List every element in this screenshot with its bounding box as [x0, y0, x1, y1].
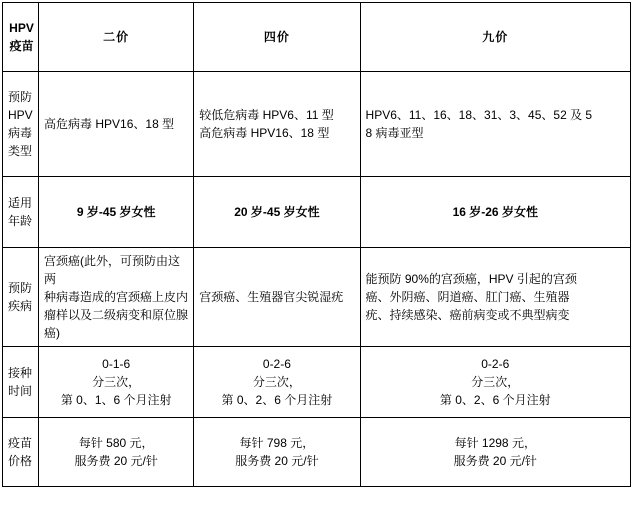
text-line: 0-2-6 — [481, 357, 510, 371]
header-label-line-2: 疫苗 — [9, 39, 34, 53]
text-line: 每针 798 元， — [239, 436, 315, 450]
text-line: 分三次， — [92, 375, 141, 389]
row-label-line-4: 类型 — [8, 144, 33, 158]
text-line: 第 0、2、6 个月注射 — [439, 393, 551, 407]
text-line: 20 岁-45 岁女性 — [234, 205, 320, 219]
text-line: 能预防 90%的宫颈癌，HPV 引起的宫颈 — [365, 272, 577, 286]
cell-diseases-quadrivalent — [194, 248, 360, 347]
cell-age-quadrivalent — [194, 177, 360, 248]
text-line: 0-1-6 — [102, 357, 131, 371]
row-label-line-1: 预防 — [8, 281, 33, 295]
row-label-virus-types — [3, 72, 39, 177]
text-line: 疣、持续感染、癌前病变或不典型病变 — [365, 308, 570, 322]
row-label-line-1: 适用 — [8, 196, 33, 210]
text-line: 每针 1298 元， — [454, 436, 536, 450]
text-line: 8 病毒亚型 — [365, 126, 424, 140]
row-label-line-2: 疾病 — [8, 299, 33, 313]
text-line: 每针 580 元， — [78, 436, 154, 450]
row-label-line-2: HPV — [8, 108, 33, 122]
text-line: 分三次， — [252, 375, 301, 389]
text-line: 0-2-6 — [262, 357, 291, 371]
table-row-diseases — [3, 248, 631, 347]
header-cell-nonavalent: 九价 — [360, 3, 630, 72]
cell-schedule-quadrivalent — [194, 347, 360, 418]
text-line: 高危病毒 HPV16、18 型 — [44, 117, 175, 131]
table-row-schedule — [3, 347, 631, 418]
text-line: 第 0、1、6 个月注射 — [60, 393, 172, 407]
row-label-line-1: 接种 — [8, 366, 33, 380]
row-label-line-2: 时间 — [8, 384, 33, 398]
cell-virus-types-nonavalent — [360, 72, 630, 177]
text-line: 服务费 20 元/针 — [453, 454, 537, 468]
text-line: 高危病毒 HPV16、18 型 — [199, 126, 330, 140]
text-line: 宫颈癌(此外，可预防由这两 — [44, 254, 181, 286]
cell-age-nonavalent — [360, 177, 630, 248]
text-line: HPV6、11、16、18、31、3、45、52 及 5 — [365, 108, 593, 122]
text-line: 瘤样以及二级病变和原位腺 — [44, 308, 189, 322]
row-label-schedule — [3, 347, 39, 418]
text-line: 9 岁-45 岁女性 — [76, 205, 156, 219]
cell-diseases-nonavalent — [360, 248, 630, 347]
table-row-age — [3, 177, 631, 248]
text-line: 癌、外阴癌、阴道癌、肛门癌、生殖器 — [365, 290, 570, 304]
row-label-diseases — [3, 248, 39, 347]
row-label-line-1: 预防 — [8, 90, 33, 104]
text-line: 较低危病毒 HPV6、11 型 — [199, 108, 334, 122]
header-label-line-1: HPV — [9, 21, 34, 35]
row-label-price — [3, 418, 39, 487]
row-label-line-3: 病毒 — [8, 126, 33, 140]
text-line: 16 岁-26 岁女性 — [452, 205, 538, 219]
cell-age-bivalent — [39, 177, 194, 248]
text-line: 癌) — [44, 326, 61, 340]
cell-price-quadrivalent — [194, 418, 360, 487]
hpv-vaccine-comparison-sheet — [0, 2, 633, 522]
cell-price-nonavalent — [360, 418, 630, 487]
cell-virus-types-bivalent — [39, 72, 194, 177]
header-cell-vaccine-label — [3, 3, 39, 72]
text-line: 宫颈癌、生殖器官尖锐湿疣 — [199, 290, 344, 304]
text-line: 种病毒造成的宫颈癌上皮内 — [44, 290, 189, 304]
cell-schedule-nonavalent — [360, 347, 630, 418]
text-line: 第 0、2、6 个月注射 — [221, 393, 333, 407]
table-row-price — [3, 418, 631, 487]
hpv-vaccine-comparison-table — [2, 2, 631, 487]
header-cell-quadrivalent: 四价 — [194, 3, 360, 72]
header-cell-bivalent: 二价 — [39, 3, 194, 72]
cell-virus-types-quadrivalent — [194, 72, 360, 177]
row-label-line-2: 价格 — [8, 454, 33, 468]
cell-price-bivalent — [39, 418, 194, 487]
cell-diseases-bivalent — [39, 248, 194, 347]
table-row-virus-types — [3, 72, 631, 177]
text-line: 服务费 20 元/针 — [235, 454, 319, 468]
text-line: 分三次， — [471, 375, 520, 389]
row-label-line-2: 年龄 — [8, 214, 33, 228]
row-label-age — [3, 177, 39, 248]
row-label-line-1: 疫苗 — [8, 436, 33, 450]
table-header-row — [3, 3, 631, 72]
text-line: 服务费 20 元/针 — [74, 454, 158, 468]
cell-schedule-bivalent — [39, 347, 194, 418]
